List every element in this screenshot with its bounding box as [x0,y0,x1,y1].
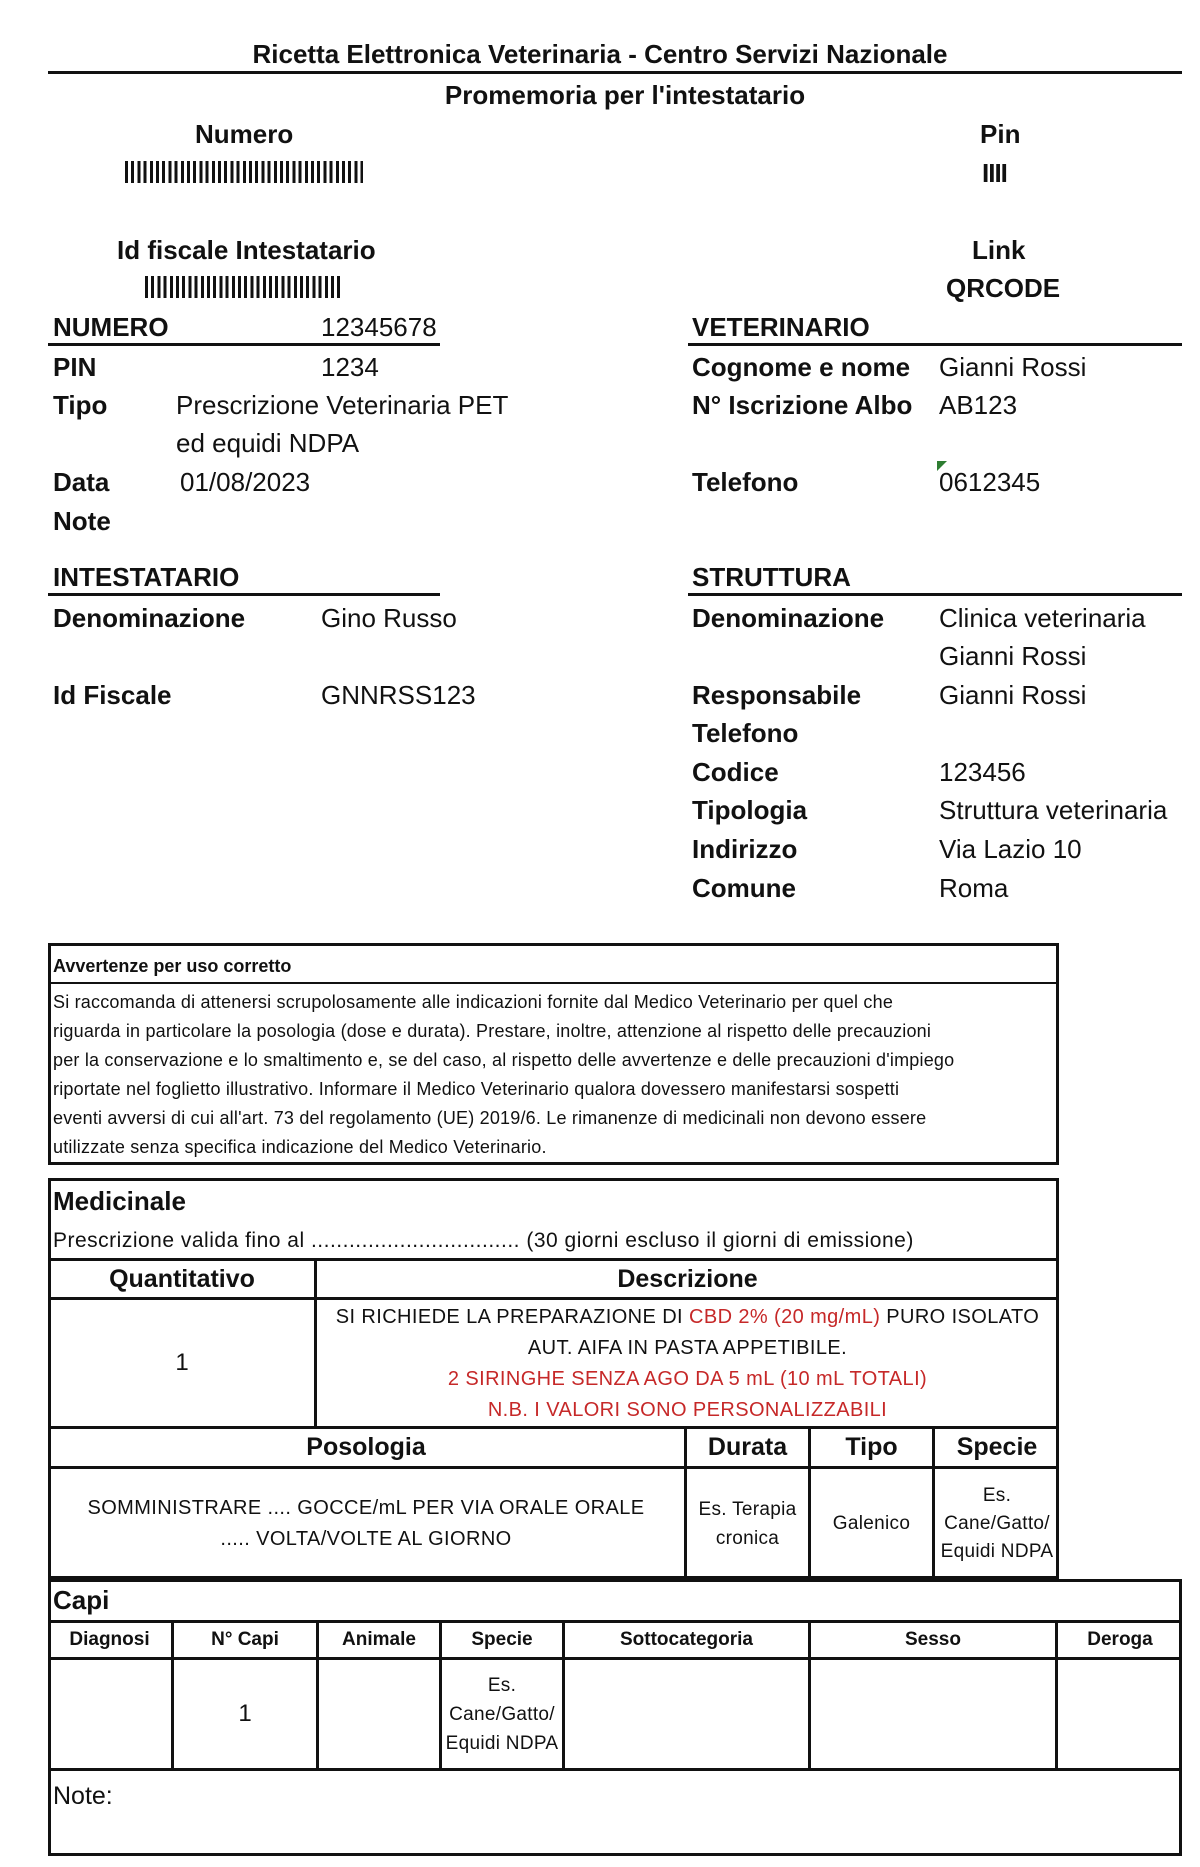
struttura-rule [688,593,1182,596]
capi-col-sottocategoria: Sottocategoria [619,1629,754,1650]
capi-specie-line: Cane/Gatto/ [449,1703,555,1725]
struttura-denominazione-line2: Gianni Rossi [939,641,1087,671]
veterinario-telefono-value: 0612345 [939,467,1041,497]
posologia-line: SOMMINISTRARE .... GOCCE/mL PER VIA ORALE ORALE [87,1497,645,1519]
struttura-indirizzo-value: Via Lazio 10 [939,834,1082,864]
durata-value [687,1469,808,1579]
capi-col-specie: Specie [471,1629,533,1650]
quantitativo-value: 1 [175,1349,189,1376]
numero-rule [48,343,440,346]
medicinale-heading: Medicinale [53,1186,186,1216]
descrizione-line: AUT. AIFA IN PASTA APPETIBILE. [527,1337,848,1359]
descrizione-line [316,1302,1059,1333]
capi-rule [48,1768,1182,1771]
durata-line: cronica [715,1528,780,1549]
ricetta-tipo-label: Tipo [53,390,108,420]
avvertenze-line: riguarda in particolare la posologia (dose e durata). Prestare, inoltre, attenzione al rispetto delle precauzioni [53,1021,932,1041]
struttura-indirizzo-label: Indirizzo [692,834,798,864]
intestatario-denominazione-label: Denominazione [53,603,246,633]
intestatario-id-fiscale-label: Id Fiscale [53,680,172,710]
avvertenze-text [53,988,954,1162]
specie-value [935,1469,1059,1579]
avvertenze-line: Si raccomanda di attenersi scrupolosamente alle indicazioni fornite dal Medico Veterinario per quel che [53,992,894,1012]
ricetta-note-label: Note [53,506,111,536]
durata-line: Es. Terapia [698,1499,797,1520]
descrizione-highlight: CBD 2% (20 mg/mL) [688,1306,881,1328]
descrizione-header: Descrizione [617,1264,758,1293]
ricetta-numero-value: 12345678 [321,312,437,342]
veterinario-heading: VETERINARIO [692,312,870,342]
avvertenze-heading-rule [48,982,1059,984]
link-heading: Link [972,235,1026,265]
specie-line: Es. [982,1485,1012,1506]
document-title: Ricetta Elettronica Veterinaria - Centro Servizi Nazionale [252,39,948,69]
veterinario-nome-label: Cognome e nome [692,352,911,382]
capi-note-label: Note: [53,1782,113,1810]
pin-bars: IIII [982,158,1007,188]
tipo-value: Galenico [832,1513,911,1534]
pin-heading: Pin [980,119,1021,149]
veterinario-albo-label: N° Iscrizione Albo [692,390,913,420]
numero-heading: Numero [195,119,294,149]
descrizione-line: N.B. I VALORI SONO PERSONALIZZABILI [487,1399,888,1421]
specie-header: Specie [956,1433,1038,1461]
capi-col-animale: Animale [342,1629,416,1650]
intestatario-rule [48,593,440,596]
capi-col-diagnosi: Diagnosi [69,1629,150,1650]
struttura-codice-value: 123456 [939,757,1026,787]
struttura-comune-label: Comune [692,873,796,903]
posologia-value [48,1469,684,1579]
capi-col-sesso: Sesso [905,1629,961,1650]
specie-line: Equidi NDPA [940,1541,1054,1562]
capi-col-n-capi: N° Capi [211,1629,279,1650]
descrizione-text: PURO ISOLATO [880,1306,1040,1328]
intestatario-heading: INTESTATARIO [53,562,240,592]
ricetta-tipo-value-line2: ed equidi NDPA [176,428,360,458]
struttura-responsabile-label: Responsabile [692,680,862,710]
struttura-denominazione-label: Denominazione [692,603,885,633]
qrcode-heading: QRCODE [946,273,1061,303]
ricetta-data-label: Data [53,467,110,497]
document-subtitle: Promemoria per l'intestatario [444,80,806,110]
capi-specie-line: Equidi NDPA [445,1732,559,1754]
descrizione-text: SI RICHIEDE LA PREPARAZIONE DI [335,1306,689,1328]
id-fiscale-heading: Id fiscale Intestatario [117,235,376,265]
numero-barcode [125,161,363,183]
capi-n-capi-value: 1 [238,1700,252,1727]
title-rule [48,71,1182,74]
durata-header: Durata [707,1433,788,1461]
ricetta-numero-label: NUMERO [53,312,169,342]
struttura-responsabile-value: Gianni Rossi [939,680,1087,710]
veterinario-albo-value: AB123 [939,390,1018,420]
capi-heading: Capi [53,1585,110,1615]
posologia-line: ..... VOLTA/VOLTE AL GIORNO [220,1528,512,1550]
tipo-header: Tipo [845,1433,898,1461]
id-fiscale-barcode [145,276,343,298]
struttura-telefono-label: Telefono [692,718,799,748]
avvertenze-line: eventi avversi di cui all'art. 73 del regolamento (UE) 2019/6. Le rimanenze di medicinali non devono essere [53,1108,927,1128]
capi-specie-value [442,1660,562,1768]
avvertenze-line: riportate nel foglietto illustrativo. Informare il Medico Veterinario qualora dovessero manifestarsi sospetti [53,1079,900,1099]
veterinario-nome-value: Gianni Rossi [939,352,1087,382]
avvertenze-line: utilizzate senza specifica indicazione del Medico Veterinario. [53,1137,547,1157]
capi-col-deroga: Deroga [1087,1629,1153,1650]
struttura-tipologia-value: Struttura veterinaria [939,795,1168,825]
struttura-heading: STRUTTURA [692,562,851,592]
ricetta-data-value: 01/08/2023 [180,467,311,497]
ricetta-pin-value: 1234 [321,352,379,382]
struttura-tipologia-label: Tipologia [692,795,808,825]
avvertenze-line: per la conservazione e lo smaltimento e, se del caso, al rispetto delle avvertenze e delle precauzioni d'impiego [53,1050,955,1070]
intestatario-id-fiscale-value: GNNRSS123 [321,680,476,710]
medicinale-validita: Prescrizione valida fino al ................................. (30 giorni escluso il giorni di emissione) [53,1229,914,1252]
ricetta-pin-label: PIN [53,352,97,382]
capi-specie-line: Es. [487,1674,517,1696]
descrizione-value [316,1302,1059,1426]
posologia-header: Posologia [306,1433,426,1461]
veterinario-rule [688,343,1182,346]
veterinario-telefono-label: Telefono [692,467,799,497]
avvertenze-heading: Avvertenze per uso corretto [53,956,292,976]
quantitativo-header: Quantitativo [109,1264,255,1293]
intestatario-denominazione-value: Gino Russo [321,603,457,633]
struttura-comune-value: Roma [939,873,1009,903]
descrizione-line: 2 SIRINGHE SENZA AGO DA 5 mL (10 mL TOTALI) [447,1368,928,1390]
ricetta-tipo-value-line1: Prescrizione Veterinaria PET [176,390,509,420]
struttura-codice-label: Codice [692,757,779,787]
struttura-denominazione-line1: Clinica veterinaria [939,603,1146,633]
specie-line: Cane/Gatto/ [944,1513,1050,1534]
